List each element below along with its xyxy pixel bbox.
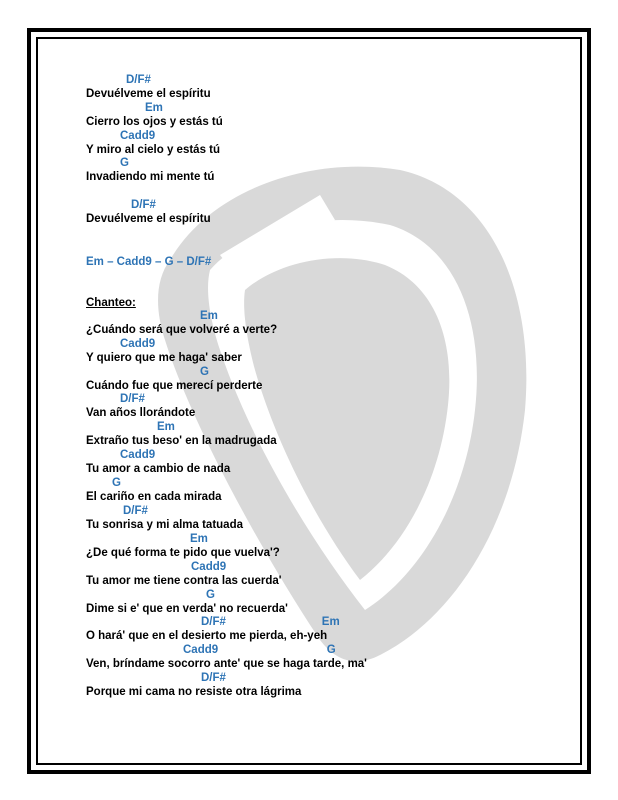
chord-line: G xyxy=(200,366,209,378)
lyric-line: Y quiero que me haga' saber xyxy=(86,352,242,364)
chord-line: D/F# xyxy=(126,74,151,86)
lyric-line: O hará' que en el desierto me pierda, eh-yeh xyxy=(86,630,328,642)
lyric-line: Tu amor a cambio de nada xyxy=(86,463,231,475)
lyric-line: Extraño tus beso' en la madrugada xyxy=(86,435,277,447)
lyric-line: Ven, bríndame socorro ante' que se haga tarde, ma' xyxy=(86,658,367,670)
lyric-line: Cierro los ojos y estás tú xyxy=(86,116,223,128)
lyric-line: Tu sonrisa y mi alma tatuada xyxy=(86,519,244,531)
lyric-line: ¿De qué forma te pido que vuelva'? xyxy=(86,547,280,559)
chord-line: D/F# xyxy=(123,505,148,517)
lyric-line: Van años llorándote xyxy=(86,407,196,419)
chord-line: G xyxy=(120,157,129,169)
chord-line: D/F# xyxy=(131,199,156,211)
lyric-line: Invadiendo mi mente tú xyxy=(86,171,215,183)
lyric-line: Dime si e' que en verda' no recuerda' xyxy=(86,603,288,615)
lyric-line: Porque mi cama no resiste otra lágrima xyxy=(86,686,302,698)
lyric-line: ¿Cuándo será que volveré a verte? xyxy=(86,324,278,336)
lyric-line: Y miro al cielo y estás tú xyxy=(86,144,221,156)
chord-line: G xyxy=(206,589,215,601)
chord-line: Em xyxy=(200,310,218,322)
lyric-line: Devuélveme el espíritu xyxy=(86,213,211,225)
chord-line: Cadd9 xyxy=(120,449,156,461)
chord-line: Em xyxy=(145,102,163,114)
chord-line: Em – Cadd9 – G – D/F# xyxy=(86,256,212,268)
lyric-line: Tu amor me tiene contra las cuerda' xyxy=(86,575,282,587)
chord-line: Em xyxy=(157,421,175,433)
chord-line: Cadd9 G xyxy=(183,644,336,656)
chord-line: Cadd9 xyxy=(120,338,156,350)
section-heading: Chanteo: xyxy=(86,297,136,309)
chord-line: Em xyxy=(190,533,208,545)
lyric-line: Cuándo fue que merecí perderte xyxy=(86,380,263,392)
chord-line: D/F# xyxy=(120,393,145,405)
chord-line: G xyxy=(112,477,121,489)
chord-line: D/F# Em xyxy=(201,616,340,628)
chord-line: D/F# xyxy=(201,672,226,684)
lyric-line: Devuélveme el espíritu xyxy=(86,88,211,100)
chord-line: Cadd9 xyxy=(120,130,156,142)
lyric-line: El cariño en cada mirada xyxy=(86,491,222,503)
chord-line: Cadd9 xyxy=(191,561,227,573)
